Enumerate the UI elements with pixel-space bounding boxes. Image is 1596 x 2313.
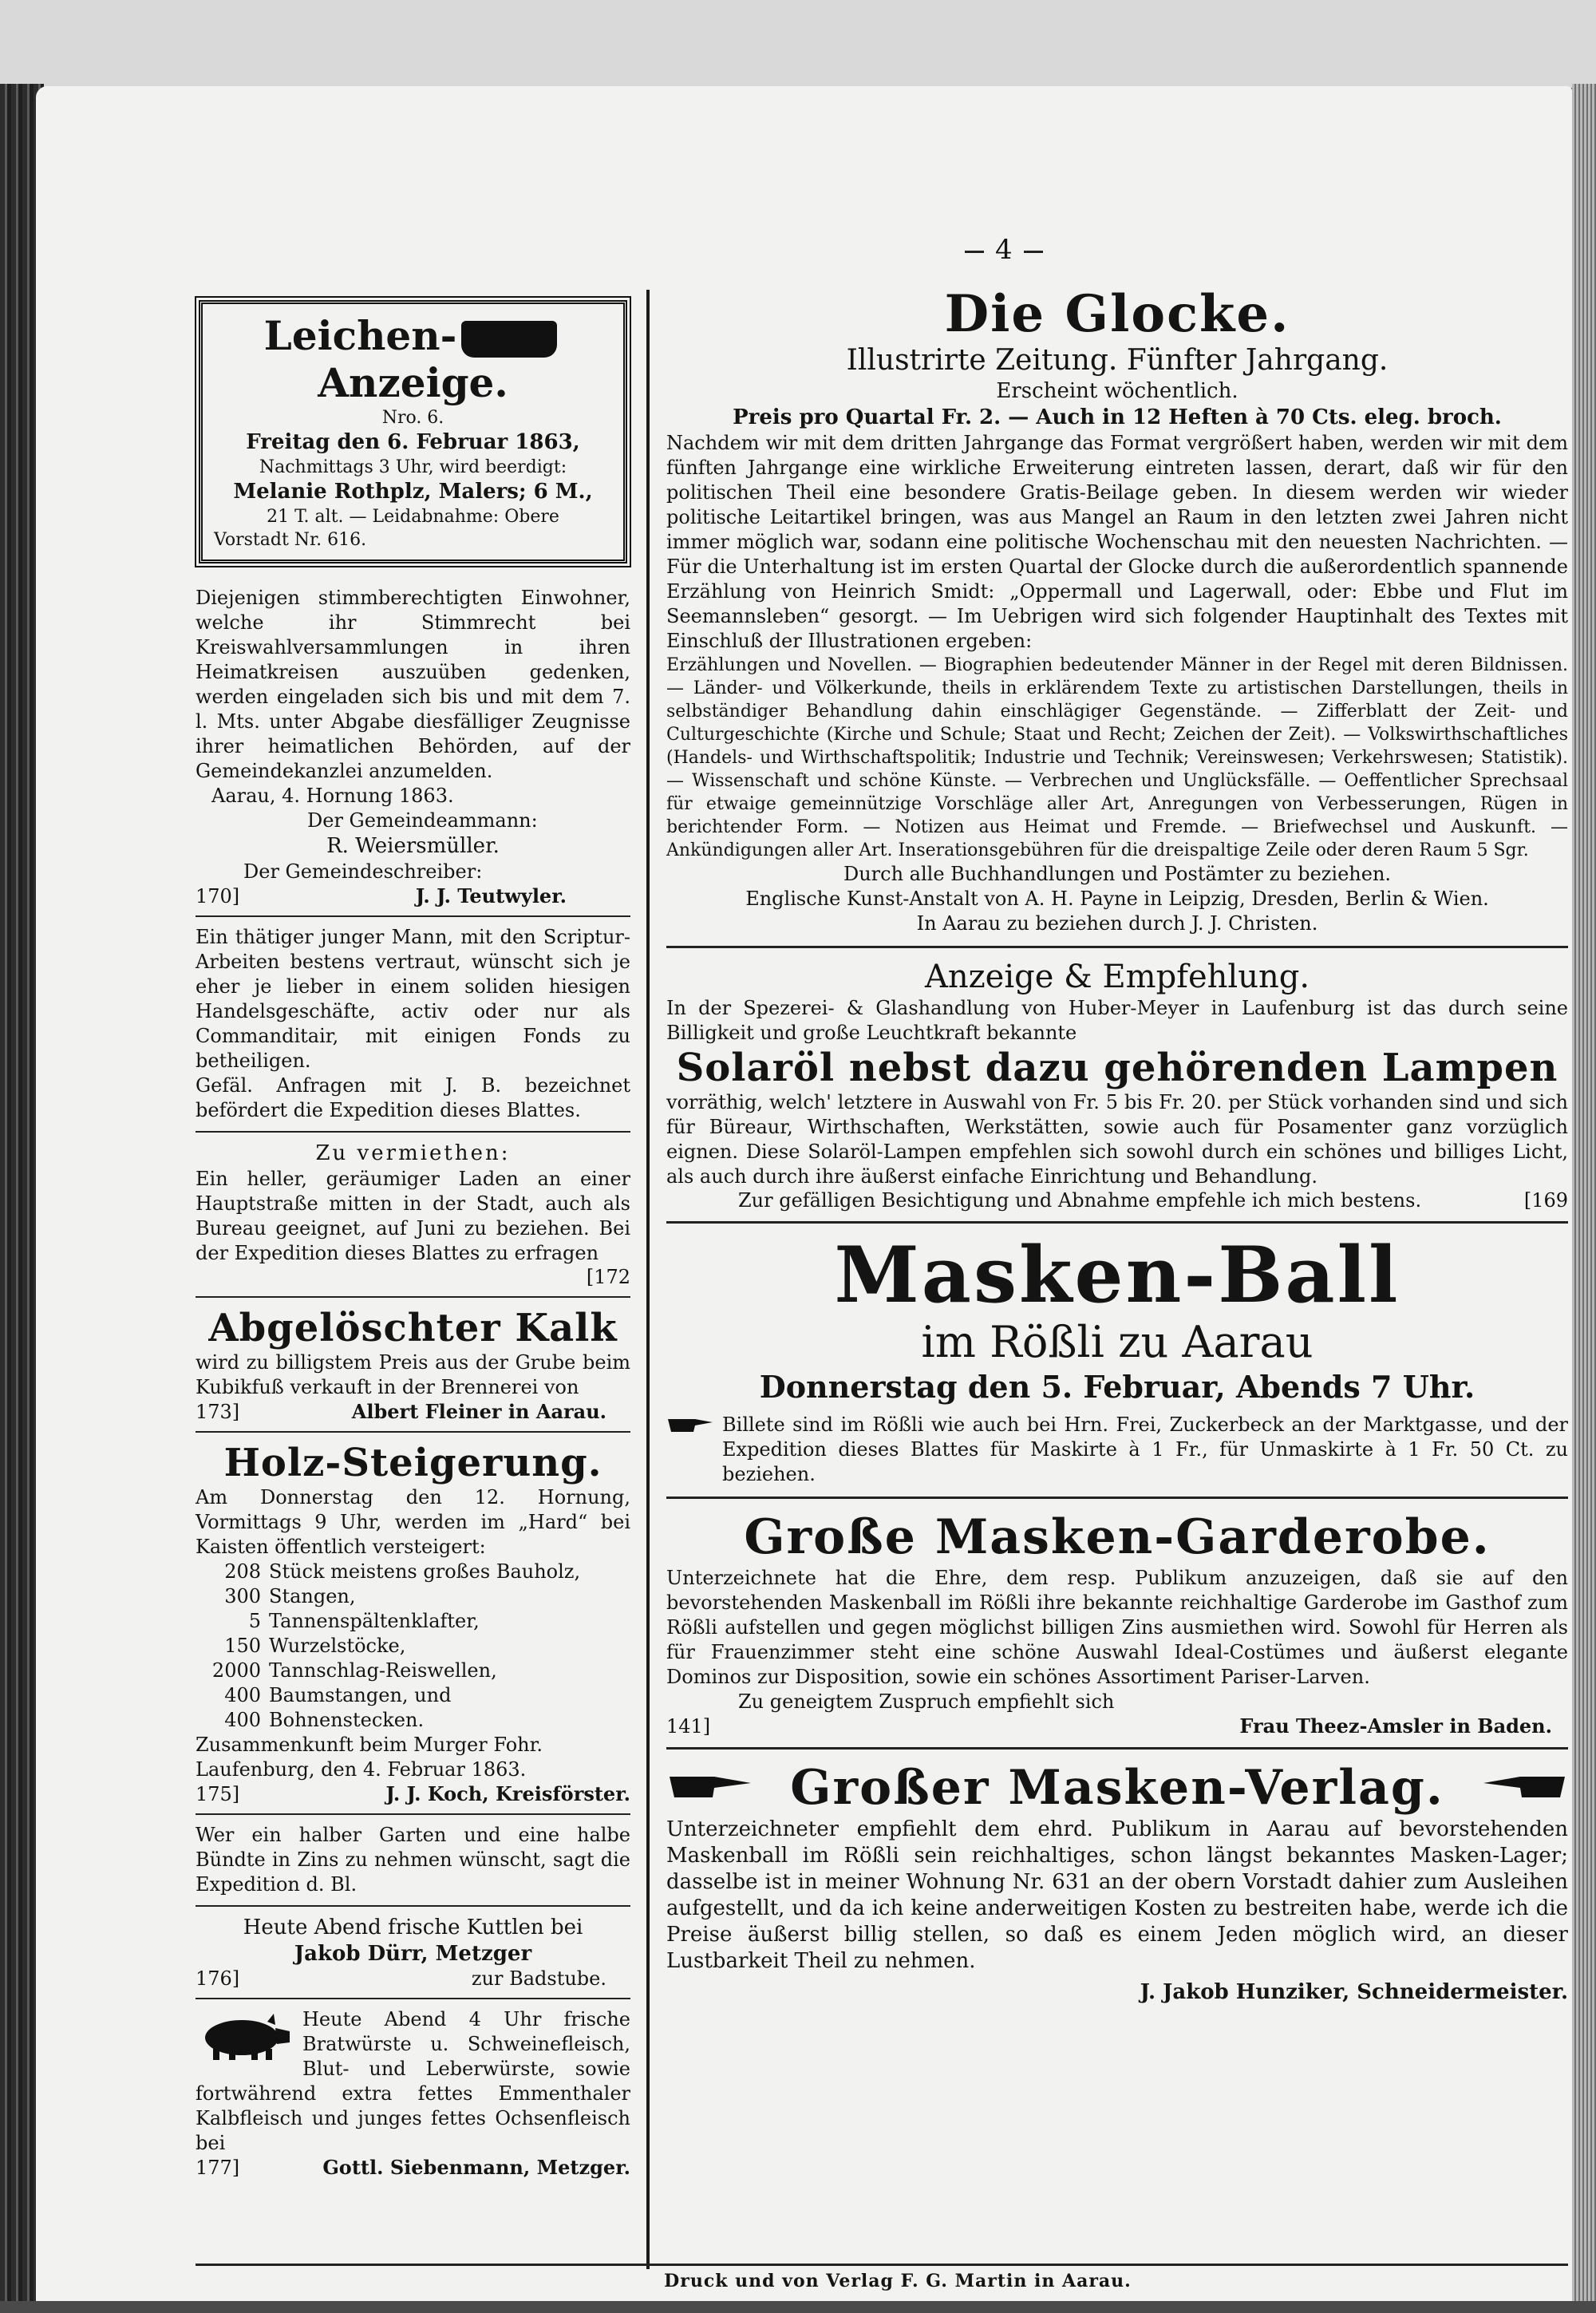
wood-sign: J. J. Koch, Kreisförster. [385,1782,630,1805]
ball-date: Donnerstag den 5. Februar, Abends 7 Uhr. [759,1369,1476,1405]
solar-product: Solaröl nebst dazu gehörenden Lampen [676,1046,1558,1090]
election-ref: 170] [196,885,240,907]
election-text: Diejenigen stimmberechtigten Einwohner, welche ihr Stimmrecht bei Kreiswahlversammlungen in ihren Heimatkreisen auszuüben gedenken, werden eingeladen sich bis und mit dem 7. l. Mts. unter Abgabe diesfälliger Zeugnisse ihrer heimatlichen Behörden, auf der Gemeindekanzlei anzumelden. [196,587,630,782]
page-number: 4 [954,234,1054,266]
lime-text: wird zu billigstem Preis aus der Grube beim Kubikfuß verkauft in der Brennerei von [196,1351,630,1398]
funeral-title-right: Anzeige. [318,359,508,406]
imprint: Druck und von Verlag F. G. Martin in Aarau. [664,2271,1132,2291]
divider [666,1497,1568,1499]
page-content [196,234,1568,2313]
pig-icon [196,2011,291,2065]
wood-ref: 175] [196,1783,240,1805]
divider [196,915,630,917]
glocke-text: Nachdem wir mit dem dritten Jahrgange das Format vergrößert haben, werden wir mit dem fünften Jahrgange eine wirkliche Erweiterung eintreten lassen, derart, daß wir für den politischen Theil eine besondere Gratis-Beilage geben. In diesem werden wir wieder politische Leitartikel bringen, was aus Mangel an Raum in den letzten zwei Jahren nicht immer möglich war, sodann eine politische Wochenschau mit den neuesten Nachrichten. — Für die Unterhaltung ist im ersten Quartal der Glocke durch die außerordentlich spannende Erzählung von Heinrich Smidt: „Oppermall und Lagerwall, oder: Ebbe und Flut im Seemannsleben“ gesorgt. — Im Uebrigen wird sich folgender Hauptinhalt des Textes mit Einschluß der Illustrationen ergeben: [666,432,1568,652]
solar-heading: Anzeige & Empfehlung. [924,959,1310,995]
garden-text: Wer ein halber Garten und eine halbe Bündte in Zins zu nehmen wünscht, sagt die Expedition d. Bl. [196,1824,630,1896]
wardrobe-closing: Zu geneigtem Zuspruch empfiehlt sich [738,1690,1115,1713]
verlag-text: Unterzeichneter empfiehlt dem ehrd. Publikum in Aarau auf bevorstehenden Maskenball im Rößli sein reichhaltiges, schon längst bekanntes Masken-Lager; dasselbe ist in meiner Wohnung Nr. 631 an der obern Vorstadt dahier zum Ausleihen aufgestellt, und da ich keine anderweitigen Kosten zu bestreiten habe, werde ich die Preise äußerst billig stellen, so daß es einem Jeden möglich wird, an dieser Lustbarkeit Theil zu nehmen. [666,1817,1568,1973]
scan-top-margin [0,0,1596,88]
sausage-sign-row [196,2156,630,2179]
verlag-title: Großer Masken-Verlag. [790,1760,1444,1816]
list-item: 5 Tannenspältenklafter, [248,1610,480,1632]
pointing-hand-icon [1480,1769,1568,1807]
wardrobe-sign: Frau Theez-Amsler in Baden. [1239,1714,1552,1738]
wood-meet: Zusammenkunft beim Murger Fohr. [196,1734,543,1756]
lime-sign-row [196,1400,630,1423]
wood-place-date: Laufenburg, den 4. Februar 1863. [196,1758,527,1781]
glocke-sub1: Durch alle Buchhandlungen und Postämter zu beziehen. [843,863,1392,885]
solar-closing: Zur gefälligen Besichtigung und Abnahme empfehle ich mich bestens. [738,1189,1422,1212]
young-man-text: Ein thätiger junger Mann, mit den Scriptur-Arbeiten bestens vertraut, wünscht sich je eher je lieber in einem soliden hiesigen Handelsgeschäfte, activ oder nur als Commanditair, mit einigen Fonds zu betheiligen. [196,926,630,1072]
rent-text: Ein heller, geräumiger Laden an einer Hauptstraße mitten in der Stadt, auch als Bureau geeignet, auf Juni zu beziehen. Bei der Expedition dieses Blattes zu erfragen [196,1168,630,1264]
divider [196,1296,630,1298]
left-column [196,294,630,2179]
election-role2: Der Gemeindeschreiber: [243,860,483,883]
wardrobe-text: Unterzeichnete hat die Ehre, dem resp. Publikum anzuzeigen, daß sie auf den bevorstehenden Maskenball im Rößli ihre bekannte reichhaltige Garderobe im Gasthof zum Rößli aufstellen und gegen möglichst billigen Zins ausmiethen wird. Sowohl für Herren als für Frauenzimmer steht eine schöne Auswahl Ideal-Costümes und äußerst elegante Dominos zur Disposition, sowie ein schönes Assortiment Pariser-Larven. [666,1567,1568,1688]
funeral-number: Nro. 6. [381,408,444,428]
tripe-name: Jakob Dürr, Metzger [294,1942,532,1966]
election-name1: R. Weiersmüller. [326,834,500,858]
wardrobe-sign-row [666,1714,1568,1738]
funeral-title-left: Leichen- [263,312,457,359]
glocke-subtitle: Illustrirte Zeitung. Fünfter Jahrgang. [846,344,1389,377]
footer-rule [196,2264,1568,2266]
divider [196,1431,630,1433]
lime-heading: Abgelöschter Kalk [208,1306,618,1350]
glocke-price: Preis pro Quartal Fr. 2. — Auch in 12 Heften à 70 Cts. eleg. broch. [733,405,1502,429]
rent-heading: Zu vermiethen: [315,1141,511,1165]
column-rule [646,290,650,2269]
tripe-sign-row [196,1967,630,1990]
coffin-icon [461,321,557,358]
funeral-line1: Nachmittags 3 Uhr, wird beerdigt: [259,457,567,477]
tripe-ref: 176] [196,1967,240,1990]
list-item: 400 Baumstangen, und [224,1684,452,1706]
lime-ref: 173] [196,1401,240,1423]
funeral-title [214,312,612,406]
page-stack-edge [1572,84,1596,2301]
rent-ref: [172 [586,1266,630,1288]
divider [196,1813,630,1815]
funeral-line4: Vorstadt Nr. 616. [214,530,367,550]
pointing-hand-icon [666,1413,714,1440]
wood-heading: Holz-Steigerung. [223,1441,602,1485]
wardrobe-title: Große Masken-Garderobe. [744,1509,1491,1565]
divider [196,1905,630,1907]
glocke-title: Die Glocke. [944,284,1290,344]
divider [196,1131,630,1133]
verlag-title-row [666,1759,1568,1817]
sausage-sign: Gottl. Siebenmann, Metzger. [322,2156,630,2179]
divider [666,946,1568,948]
list-item: 400 Bohnenstecken. [224,1709,425,1731]
ball-title: Masken-Ball [834,1230,1400,1320]
tripe-text: Heute Abend frische Kuttlen bei [243,1916,583,1939]
lime-sign: Albert Fleiner in Aarau. [351,1400,606,1423]
list-item: 150 Wurzelstöcke, [224,1635,406,1657]
glocke-contents: Erzählungen und Novellen. — Biographien bedeutender Männer in der Regel mit deren Bildnissen. — Länder- und Völkerkunde, theils in erklärendem Texte zu artistischen Darstellungen, theils in selbständiger Behandlung dahin einschlägiger Gegenstände. — Zifferblatt der Zeit- und Culturgeschichte (Kirche und Schule; Staat und Recht; Zeichen der Zeit). — Volkswirthschaftliches (Handels- und Wirthschaftspolitik; Industrie und Technik; Vereinswesen; Verkehrswesen; Statistik). — Wissenschaft und schöne Künste. — Verbrechen und Unglücksfälle. — Oeffentlicher Sprechsaal für etwaige gemeinnützige Vorschläge aller Art, Anregungen von Verbesserungen, Rügen in berichtender Form. — Notizen aus Heimat und Fremde. — Briefwechsel und Auskunft. — Ankündigungen aller Art. Inserationsgebühren für die dreispaltige Zeile oder deren Raum 5 Sgr. [666,655,1568,860]
election-role1: Der Gemeindeammann: [307,809,538,832]
tripe-place: zur Badstube. [471,1967,606,1990]
verlag-sign: J. Jakob Hunziker, Schneidermeister. [1140,1980,1568,2004]
election-sign-row [196,884,630,907]
wardrobe-ref: 141] [666,1715,711,1738]
divider [196,1998,630,1999]
solar-ref: [169 [1523,1189,1568,1212]
glocke-sub3: In Aarau zu beziehen durch J. J. Christen. [916,912,1318,935]
funeral-date: Freitag den 6. Februar 1863, [246,430,580,454]
newspaper-page [36,86,1572,2301]
sausage-ref: 177] [196,2157,240,2179]
pointing-hand-icon [666,1769,754,1807]
funeral-line2: Melanie Rothplz, Malers; 6 M., [233,480,593,504]
young-man-text2: Gefäl. Anfragen mit J. B. bezeichnet befördert die Expedition dieses Blattes. [196,1074,630,1121]
solar-text: vorräthig, welch' letztere in Auswahl von Fr. 5 bis Fr. 20. per Stück vorhanden sind und sich für Büreaur, Wirthschaften, Werkstätten, sowie auch für Posamenter ganz vorzüglich eignen. Diese Solaröl-Lampen empfehlen sich sowohl durch ein schönes und billiges Licht, als auch durch ihre äußerst einfache Einrichtung und Behandlung. [666,1091,1568,1188]
funeral-line3: 21 T. alt. — Leidabnahme: Obere [267,507,559,527]
list-item: 300 Stangen, [224,1585,356,1607]
wood-text: Am Donnerstag den 12. Hornung, Vormittags 9 Uhr, werden im „Hard“ bei Kaisten öffentlich versteigert: [196,1486,630,1558]
election-name2: J. J. Teutwyler. [415,884,567,907]
glocke-weekly: Erscheint wöchentlich. [996,379,1238,403]
sausage-text: Heute Abend 4 Uhr frische Bratwürste u. Schweinefleisch, Blut- und Leberwürste, sowie fortwährend extra fettes Emmenthaler Kalbfleisch und junges fettes Ochsenfleisch bei [196,2008,630,2154]
list-item: 208 Stück meistens großes Bauholz, [224,1560,581,1583]
election-place-date: Aarau, 4. Hornung 1863. [211,785,454,807]
solar-intro: In der Spezerei- & Glashandlung von Huber-Meyer in Laufenburg ist das durch seine Billigkeit und große Leuchtkraft bekannte [666,997,1568,1044]
wood-items [196,1560,630,1733]
right-column [666,286,1568,2006]
divider [666,1747,1568,1750]
ball-text: Billete sind im Rößli wie auch bei Hrn. Frei, Zuckerbeck an der Marktgasse, und der Expedition dieses Blattes für Maskirte à 1 Fr., für Unmaskirte à 1 Fr. 50 Ct. zu beziehen. [722,1414,1568,1485]
ball-place: im Rößli zu Aarau [921,1317,1314,1367]
divider [666,1221,1568,1224]
ball-ticket-row [666,1413,1568,1487]
list-item: 2000 Tannschlag-Reiswellen, [211,1659,497,1682]
glocke-sub2: Englische Kunst-Anstalt von A. H. Payne in Leipzig, Dresden, Berlin & Wien. [745,888,1489,910]
funeral-notice [199,300,627,563]
solar-sign-row [666,1189,1568,1212]
wood-sign-row [196,1782,630,1805]
